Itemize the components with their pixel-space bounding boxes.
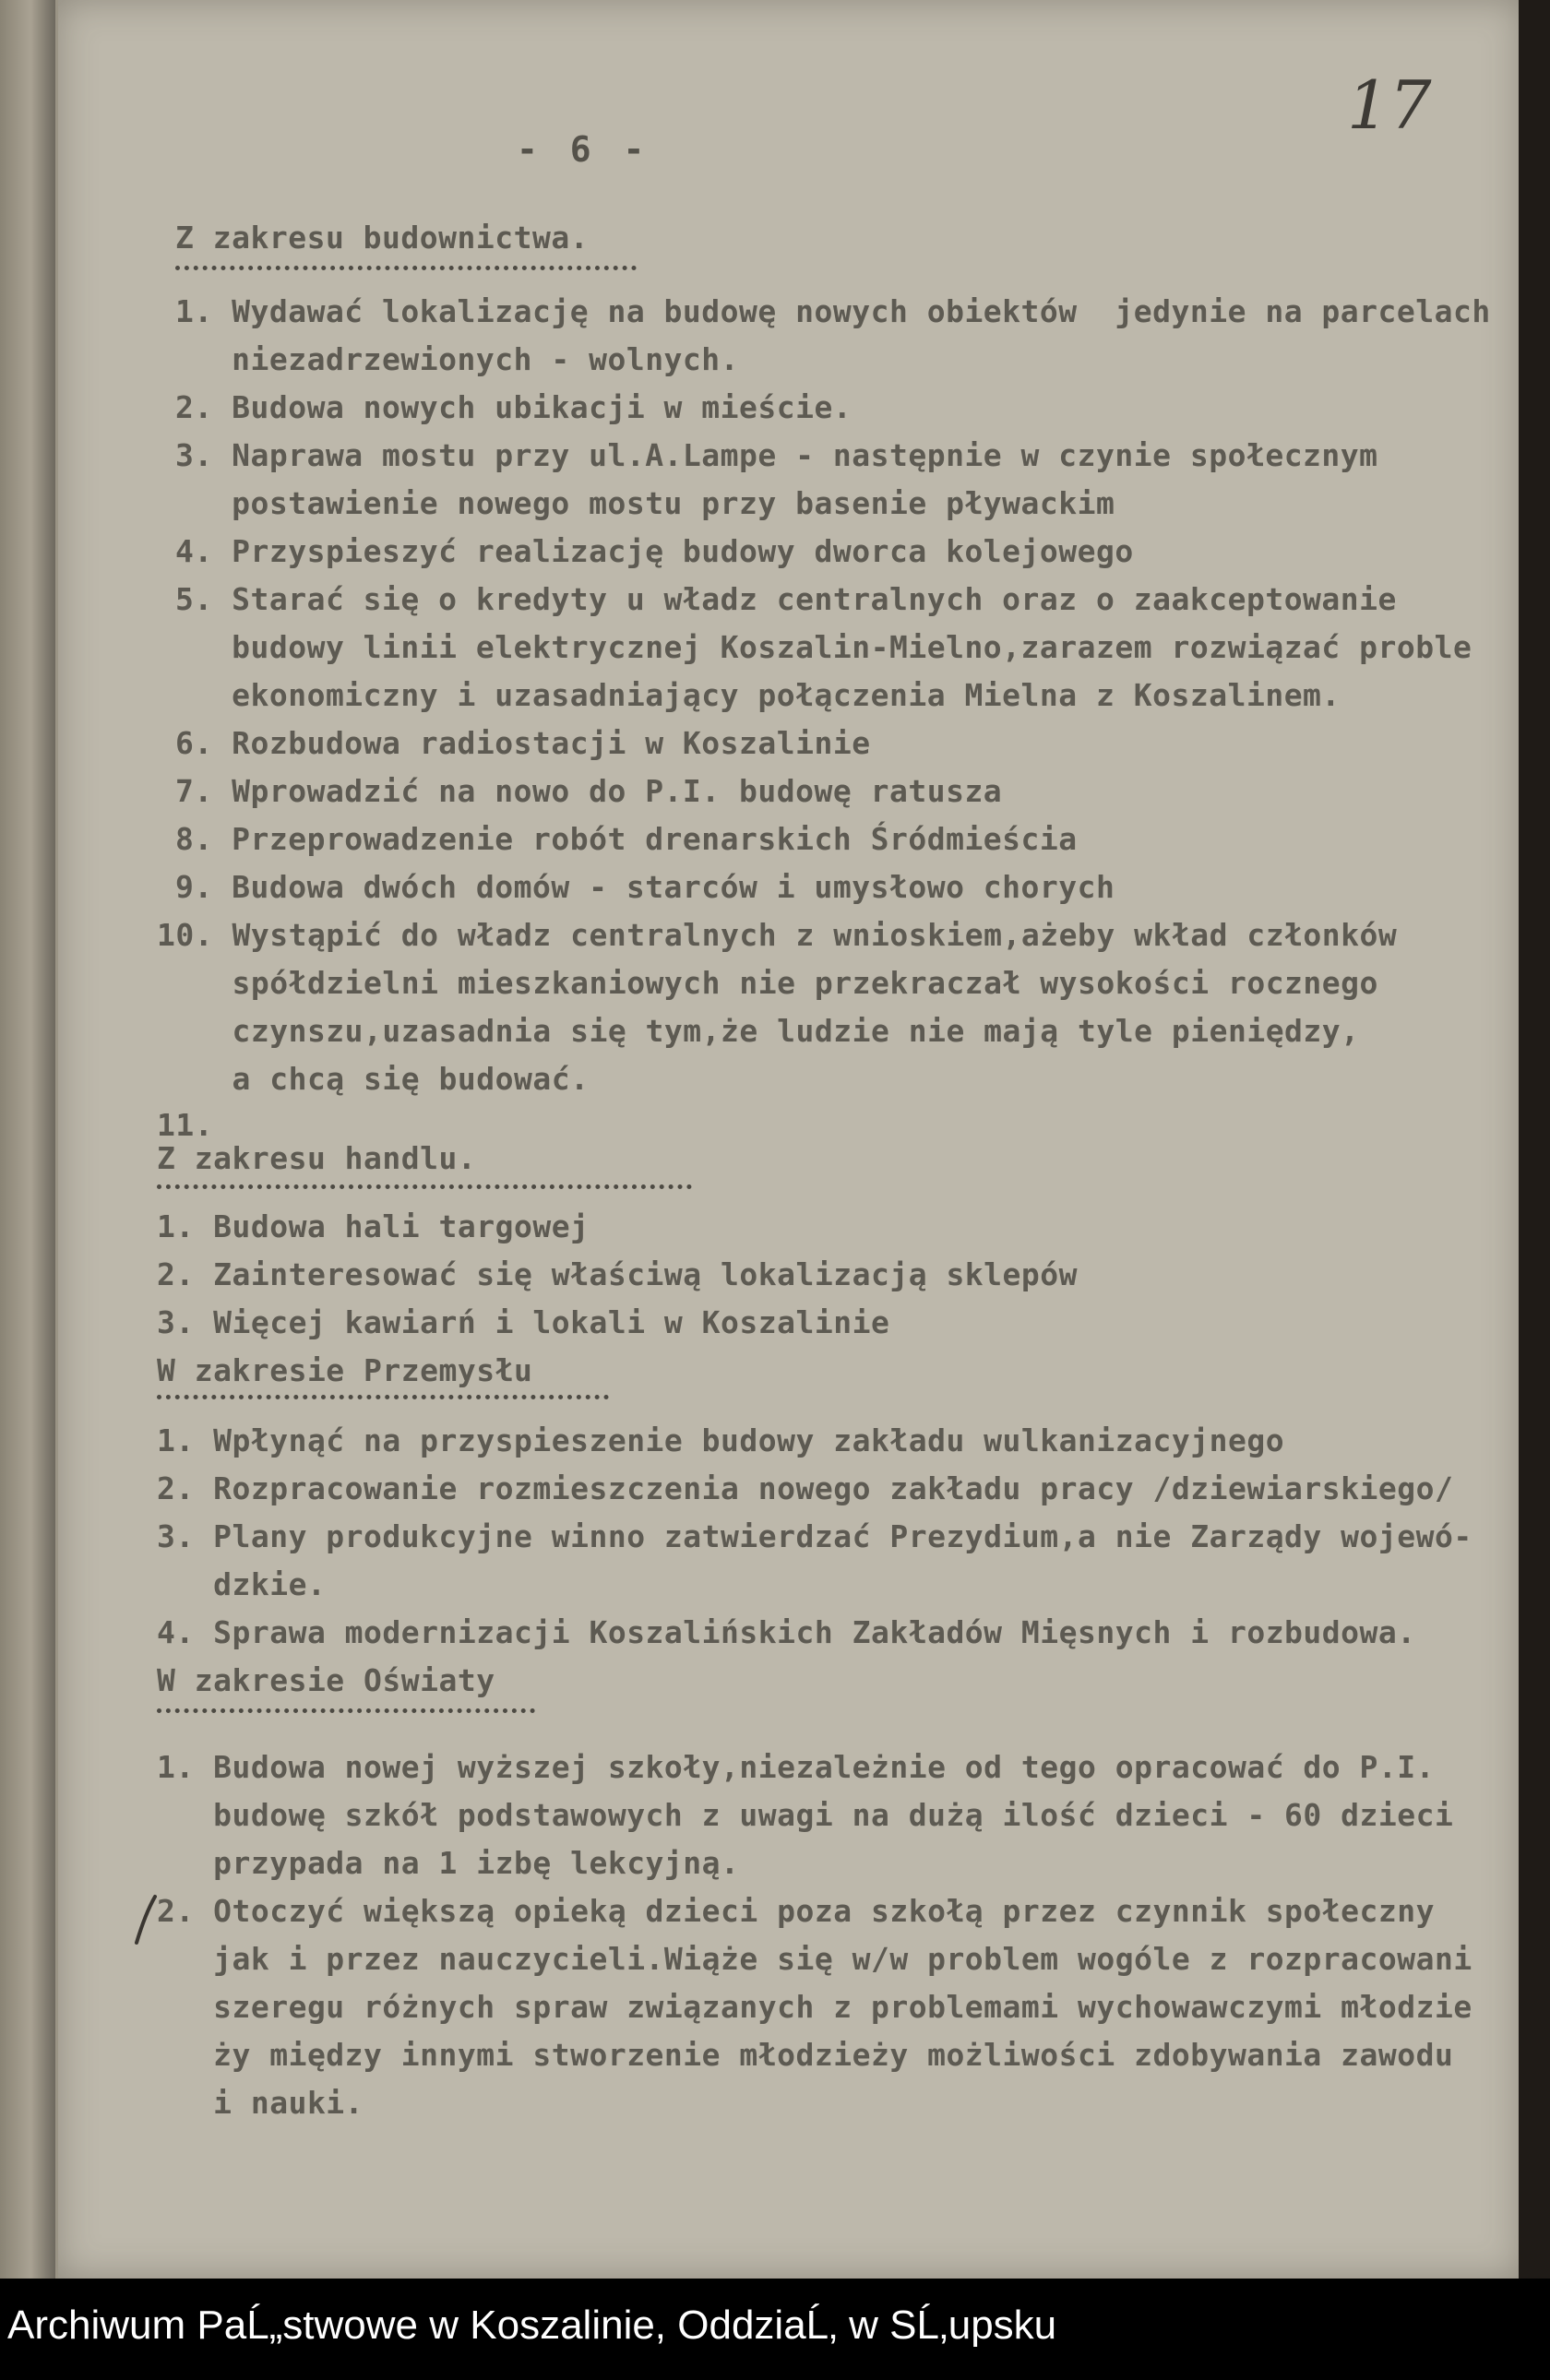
list-item: 10. Wystąpić do władz centralnych z wnioskiem,ażeby wkład członków: [157, 917, 1398, 953]
heading-underline: [157, 1708, 535, 1713]
section-heading-przemysl: W zakresie Przemysłu: [157, 1352, 533, 1388]
list-item: przypada na 1 izbę lekcyjną.: [157, 1845, 740, 1881]
scan-right-edge: [1519, 0, 1550, 2279]
scan-left-strip: [0, 0, 55, 2279]
list-item: 2. Budowa nowych ubikacji w mieście.: [175, 389, 852, 425]
list-item: budowę szkół podstawowych z uwagi na dużą ilość dzieci - 60 dzieci: [157, 1797, 1454, 1833]
page-number: - 6 -: [517, 129, 650, 170]
heading-underline: [157, 1395, 609, 1399]
list-item: czynszu,uzasadnia się tym,że ludzie nie mają tyle pieniędzy,: [157, 1013, 1360, 1049]
list-item: 1. Wpłynąć na przyspieszenie budowy zakładu wulkanizacyjnego: [157, 1422, 1285, 1458]
list-item: 6. Rozbudowa radiostacji w Koszalinie: [175, 725, 871, 761]
list-item: 2. Zainteresować się właściwą lokalizacją sklepów: [157, 1256, 1079, 1292]
section-heading-oswiata: W zakresie Oświaty: [157, 1662, 495, 1698]
list-item: i nauki.: [157, 2085, 364, 2121]
list-item: 5. Starać się o kredyty u władz centralnych oraz o zaakceptowanie: [175, 581, 1397, 617]
heading-underline: [157, 1184, 692, 1189]
section-heading-handel: Z zakresu handlu.: [157, 1140, 477, 1176]
list-item: 1. Wydawać lokalizację na budowę nowych obiektów jedynie na parcelach: [175, 293, 1491, 329]
list-item: jak i przez nauczycieli.Wiąże się w/w problem wogóle z rozpracowani: [157, 1941, 1472, 1977]
archive-footer-bar: [0, 2279, 1550, 2380]
list-item: ży między innymi stworzenie młodzieży możliwości zdobywania zawodu: [157, 2037, 1454, 2073]
section-heading-budownictwo: Z zakresu budownictwa.: [175, 220, 590, 256]
handwritten-tick-icon: [127, 1891, 164, 1946]
list-item: 3. Więcej kawiarń i lokali w Koszalinie: [157, 1304, 890, 1340]
list-item: 4. Sprawa modernizacji Koszalińskich Zakładów Mięsnych i rozbudowa.: [157, 1614, 1416, 1650]
heading-underline: [175, 266, 637, 270]
list-item: 4. Przyspieszyć realizację budowy dworca kolejowego: [175, 533, 1134, 569]
list-item: a chcą się budować.: [157, 1061, 590, 1097]
list-item: postawienie nowego mostu przy basenie pływackim: [175, 485, 1115, 521]
list-item: 9. Budowa dwóch domów - starców i umysłowo chorych: [175, 869, 1115, 905]
list-item: spółdzielni mieszkaniowych nie przekraczał wysokości rocznego: [157, 965, 1378, 1001]
list-item: 1. Budowa nowej wyższej szkoły,niezależnie od tego opracować do P.I.: [157, 1749, 1436, 1785]
list-item: dzkie.: [157, 1566, 327, 1602]
list-item: 2. Rozpracowanie rozmieszczenia nowego zakładu pracy /dziewiarskiego/: [157, 1470, 1454, 1506]
folio-number: 17: [1347, 66, 1432, 144]
list-item: 3. Plany produkcyjne winno zatwierdzać Prezydium,a nie Zarządy wojewó-: [157, 1518, 1472, 1554]
list-item: ekonomiczny i uzasadniający połączenia Mielna z Koszalinem.: [175, 677, 1341, 713]
list-item: 2. Otoczyć większą opieką dzieci poza szkołą przez czynnik społeczny: [157, 1893, 1436, 1929]
list-item: 8. Przeprowadzenie robót drenarskich Śródmieścia: [175, 821, 1078, 857]
list-item: szeregu różnych spraw związanych z problemami wychowawczymi młodzie: [157, 1989, 1472, 2025]
archive-attribution: Archiwum PaĹ„stwowe w Koszalinie, OddziaĹ‚ w SĹ‚upsku: [7, 2303, 1057, 2348]
list-item: budowy linii elektrycznej Koszalin-Mielno,zarazem rozwiązać proble: [175, 629, 1472, 665]
section-number-handel: 11.: [157, 1107, 214, 1143]
list-item: 7. Wprowadzić na nowo do P.I. budowę ratusza: [175, 773, 1003, 809]
list-item: 1. Budowa hali targowej: [157, 1208, 590, 1244]
list-item: niezadrzewionych - wolnych.: [175, 341, 740, 377]
list-item: 3. Naprawa mostu przy ul.A.Lampe - następnie w czynie społecznym: [175, 437, 1378, 473]
